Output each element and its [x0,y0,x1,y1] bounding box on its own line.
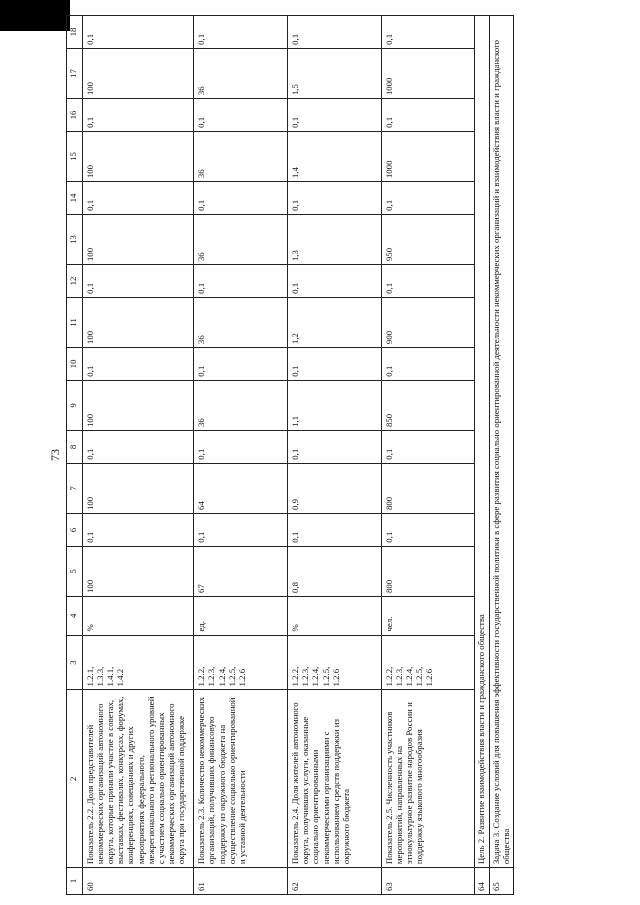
value-cell-text: 1,4 [289,167,300,179]
value-cell-text: 0,1 [383,282,394,294]
header-cell: 11 [67,297,83,347]
header-cell: 15 [67,131,83,181]
indicator-name [287,690,381,868]
value-cell-text: 0,1 [383,531,394,543]
scan-black-bar [0,0,70,31]
row-number-text: 60 [84,882,95,891]
value-cell-text: 1,3 [289,250,300,262]
value-cell [194,48,288,98]
row-number-text: 61 [196,882,207,891]
value-cell [381,380,475,430]
value-cell-text: 100 [84,330,95,345]
header-cell: 6 [67,514,83,547]
measure-codes [194,635,288,690]
value-cell [381,297,475,347]
value-cell-text: 950 [383,247,394,262]
indicator-name-text: Показатель 2.5. Численность участников мероприятий, направленных на этнокультурное развитие народов России и поддержку языкового многообразия [383,700,425,865]
value-cell [82,431,194,464]
value-cell-text: 100 [84,579,95,593]
value-cell-text: 0,1 [196,365,207,377]
value-cell-text: 36 [196,335,207,345]
row-number-text: 63 [383,882,394,891]
value-cell [381,431,475,464]
value-cell [194,265,288,298]
task-row [490,16,514,895]
indicator-name [194,690,288,868]
row-number: 65 [490,868,514,895]
value-cell [381,16,475,49]
row-number-text: 62 [289,882,300,891]
goal-text: Цель 2. Развитие взаимодействия власти и гражданского общества [475,16,490,868]
value-cell-text: 800 [383,496,394,510]
table-row [287,16,381,895]
value-cell-text: 0,1 [84,199,95,211]
header-cell: 5 [67,546,83,596]
value-cell-text: 0,1 [289,448,300,460]
measure-codes [381,635,475,690]
header-cell: 1 [67,868,83,895]
value-cell [381,546,475,596]
value-cell-text: 0,1 [196,282,207,294]
value-cell-text: 0,1 [383,365,394,377]
value-cell-text: 0,1 [84,33,95,45]
value-cell-text: 1000 [383,160,394,179]
indicator-name-text: Показатель 2.4. Доля жителей автономного округа, получивших услуги, оказанные социально ориентированными некоммерческими организациями с использованием средств поддержки из окружного бюджета [289,700,351,865]
value-cell [82,265,194,298]
value-cell [194,431,288,464]
value-cell-text: 36 [196,169,207,179]
unit-cell-text: чел. [383,616,394,632]
value-cell-text: 800 [383,579,394,593]
value-cell [194,348,288,381]
indicator-name-text: Показатель 2.2. Доля представителей некоммерческих организаций автономного округа, которые приняли участие в советах, выставках, фестивалях, конкурсах, форумах, конференциях, совещаниях и других мероприятиях федерального, межрегионального и регионального уровней с участием социально ориентированных некоммерческих организаций автономного округа при государственной поддержке [84,694,187,865]
measure-codes [82,635,194,690]
value-cell-text: 0,1 [383,199,394,211]
header-cell: 17 [67,48,83,98]
indicator-name [381,690,475,868]
value-cell-text: 0,1 [196,116,207,128]
value-cell [287,546,381,596]
value-cell-text: 900 [383,330,394,345]
header-cell: 8 [67,431,83,464]
value-cell [381,131,475,181]
value-cell-text: 0,9 [289,499,300,510]
value-cell [381,463,475,513]
value-cell-text: 1,2 [289,333,300,345]
value-cell [287,265,381,298]
table-row [194,16,288,895]
header-cell: 3 [67,635,83,690]
value-cell-text: 0,1 [196,531,207,543]
header-cell: 10 [67,348,83,381]
value-cell-text: 36 [196,252,207,262]
value-cell-text: 100 [84,81,95,96]
goal-row [475,16,490,895]
value-cell [287,214,381,264]
value-cell [287,16,381,49]
value-cell [287,48,381,98]
measure-codes-text: 1.2.2, 1.2.3, 1.2.4, 1.2.5, 1.2.6 [383,666,435,687]
value-cell [82,514,194,547]
unit-cell [287,596,381,635]
indicator-name-text: Показатель 2.3. Количество некоммерческих организаций, получивших финансовую поддержку из окружного бюджета на осуществление социально ориентированной и уставной деятельности [196,694,247,865]
value-cell [287,463,381,513]
value-cell-text: 0,1 [289,531,300,543]
header-cell: 13 [67,214,83,264]
value-cell-text: 100 [84,413,95,428]
value-cell-text: 0,1 [289,33,300,45]
value-cell [194,16,288,49]
value-cell-text: 100 [84,496,95,510]
value-cell-text: 0,1 [289,116,300,128]
header-cell: 12 [67,265,83,298]
value-cell [287,131,381,181]
header-cell: 7 [67,463,83,513]
value-cell-text: 0,1 [84,531,95,543]
value-cell [194,182,288,215]
value-cell-text: 1,1 [289,416,300,428]
value-cell [287,380,381,430]
measure-codes-text: 1.2.1, 1.3.3, 1.4.1, 1.4.2 [84,666,126,687]
value-cell [381,48,475,98]
value-cell [82,348,194,381]
value-cell [82,131,194,181]
value-cell-text: 1,5 [289,84,300,96]
table-row [381,16,475,895]
value-cell-text: 0,1 [289,365,300,377]
value-cell-text: 0,1 [383,116,394,128]
page-number: 73 [48,449,62,461]
header-cell: 2 [67,690,83,868]
value-cell-text: 0,1 [289,199,300,211]
value-cell-text: 0,1 [383,33,394,45]
value-cell [82,182,194,215]
value-cell [82,297,194,347]
value-cell-text: 0,1 [196,33,207,45]
value-cell-text: 36 [196,418,207,428]
value-cell [194,99,288,132]
value-cell-text: 0,1 [84,116,95,128]
value-cell [82,48,194,98]
header-cell: 9 [67,380,83,430]
value-cell-text: 0,1 [196,199,207,211]
unit-cell-text: % [84,624,95,632]
value-cell-text: 67 [196,584,207,593]
task-text: Задача 3. Создание условий для повышения эффективности государственной политики в сфере развития социально ориентированной деятельности некоммерческих организаций и взаимодействия власти и гражданского общества [490,16,514,868]
value-cell-text: 1000 [383,77,394,96]
value-cell [287,99,381,132]
indicators-table [66,15,514,895]
value-cell [287,431,381,464]
value-cell [381,514,475,547]
value-cell-text: 850 [383,413,394,428]
value-cell-text: 0,1 [84,448,95,460]
value-cell-text: 0,8 [289,581,300,593]
unit-cell-text: ед. [196,621,207,632]
header-cell: 18 [67,16,83,49]
unit-cell [82,596,194,635]
unit-cell [381,596,475,635]
header-cell: 16 [67,99,83,132]
value-cell-text: 0,1 [383,448,394,460]
value-cell [381,99,475,132]
row-number [82,868,194,895]
value-cell [82,380,194,430]
value-cell-text: 100 [84,247,95,262]
value-cell [194,131,288,181]
value-cell [194,463,288,513]
value-cell [194,214,288,264]
value-cell [194,514,288,547]
value-cell [194,546,288,596]
row-number [287,868,381,895]
value-cell-text: 0,1 [289,282,300,294]
value-cell [287,182,381,215]
value-cell [194,380,288,430]
value-cell [82,214,194,264]
value-cell [82,16,194,49]
row-number: 64 [475,868,490,895]
value-cell [82,463,194,513]
value-cell [194,297,288,347]
value-cell [82,546,194,596]
data-rows [82,16,475,895]
value-cell [381,214,475,264]
header-row [67,16,83,895]
value-cell-text: 0,1 [84,365,95,377]
value-cell-text: 0,1 [84,282,95,294]
measure-codes-text: 1.2.2, 1.2.3, 1.2.4, 1.2.5, 1.2.6 [289,666,341,687]
table-row [82,16,194,895]
value-cell-text: 0,1 [196,448,207,460]
value-cell [82,99,194,132]
header-cell: 14 [67,182,83,215]
value-cell [381,182,475,215]
indicator-name [82,690,194,868]
value-cell [381,265,475,298]
value-cell [381,348,475,381]
unit-cell [194,596,288,635]
value-cell-text: 100 [84,164,95,179]
value-cell [287,514,381,547]
row-number [194,868,288,895]
measure-codes [287,635,381,690]
unit-cell-text: % [289,624,300,632]
value-cell [287,297,381,347]
value-cell [287,348,381,381]
value-cell-text: 64 [196,501,207,510]
measure-codes-text: 1.2.2, 1.2.3, 1.2.4, 1.2.5, 1.2.6 [196,666,247,687]
header-cell: 4 [67,596,83,635]
value-cell-text: 36 [196,86,207,96]
row-number [381,868,475,895]
